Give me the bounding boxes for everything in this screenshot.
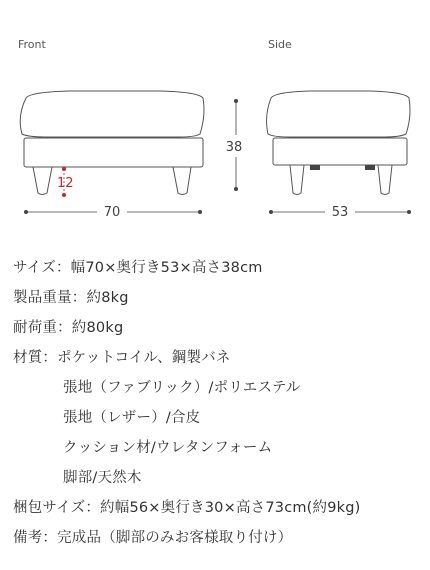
leg-height-label: 12 [57, 176, 74, 191]
front-left-leg [33, 167, 52, 195]
spec-material: 材質：ポケットコイル、鋼製バネ [13, 350, 231, 366]
spec-load-capacity: 耐荷重：約80kg [13, 320, 124, 336]
width-label: 70 [103, 205, 121, 220]
spec-weight: 製品重量：約8kg [13, 290, 129, 306]
spec-material-fabric: 張地（ファブリック）/ポリエステル [63, 380, 301, 396]
product-dimension-diagram [0, 0, 430, 230]
height-label: 38 [225, 140, 243, 155]
front-cushion [20, 91, 204, 137]
side-view-label: Side [268, 38, 292, 51]
side-hidden-leg-right [365, 165, 375, 170]
front-base [24, 138, 203, 167]
spec-material-legs: 脚部/天然木 [63, 470, 142, 486]
front-view-ottoman [20, 91, 204, 195]
side-base [273, 138, 407, 165]
spec-size: サイズ：幅70×奥行き53×高さ38cm [13, 260, 263, 276]
spec-material-leather: 張地（レザー）/合皮 [63, 410, 201, 426]
side-back-leg [378, 165, 392, 195]
side-cushion [267, 91, 410, 137]
spec-note: 備考：完成品（脚部のみお客様取り付け） [13, 530, 293, 546]
side-front-leg [290, 165, 304, 195]
front-view-label: Front [18, 38, 46, 51]
spec-material-cushion: クッション材/ウレタンフォーム [63, 440, 273, 456]
depth-label: 53 [331, 205, 349, 220]
side-view-ottoman [267, 91, 410, 195]
side-hidden-leg-left [310, 165, 320, 170]
spec-package-size: 梱包サイズ：約幅56×奥行き30×高さ73cm(約9kg) [13, 500, 361, 516]
front-right-leg [173, 167, 191, 195]
